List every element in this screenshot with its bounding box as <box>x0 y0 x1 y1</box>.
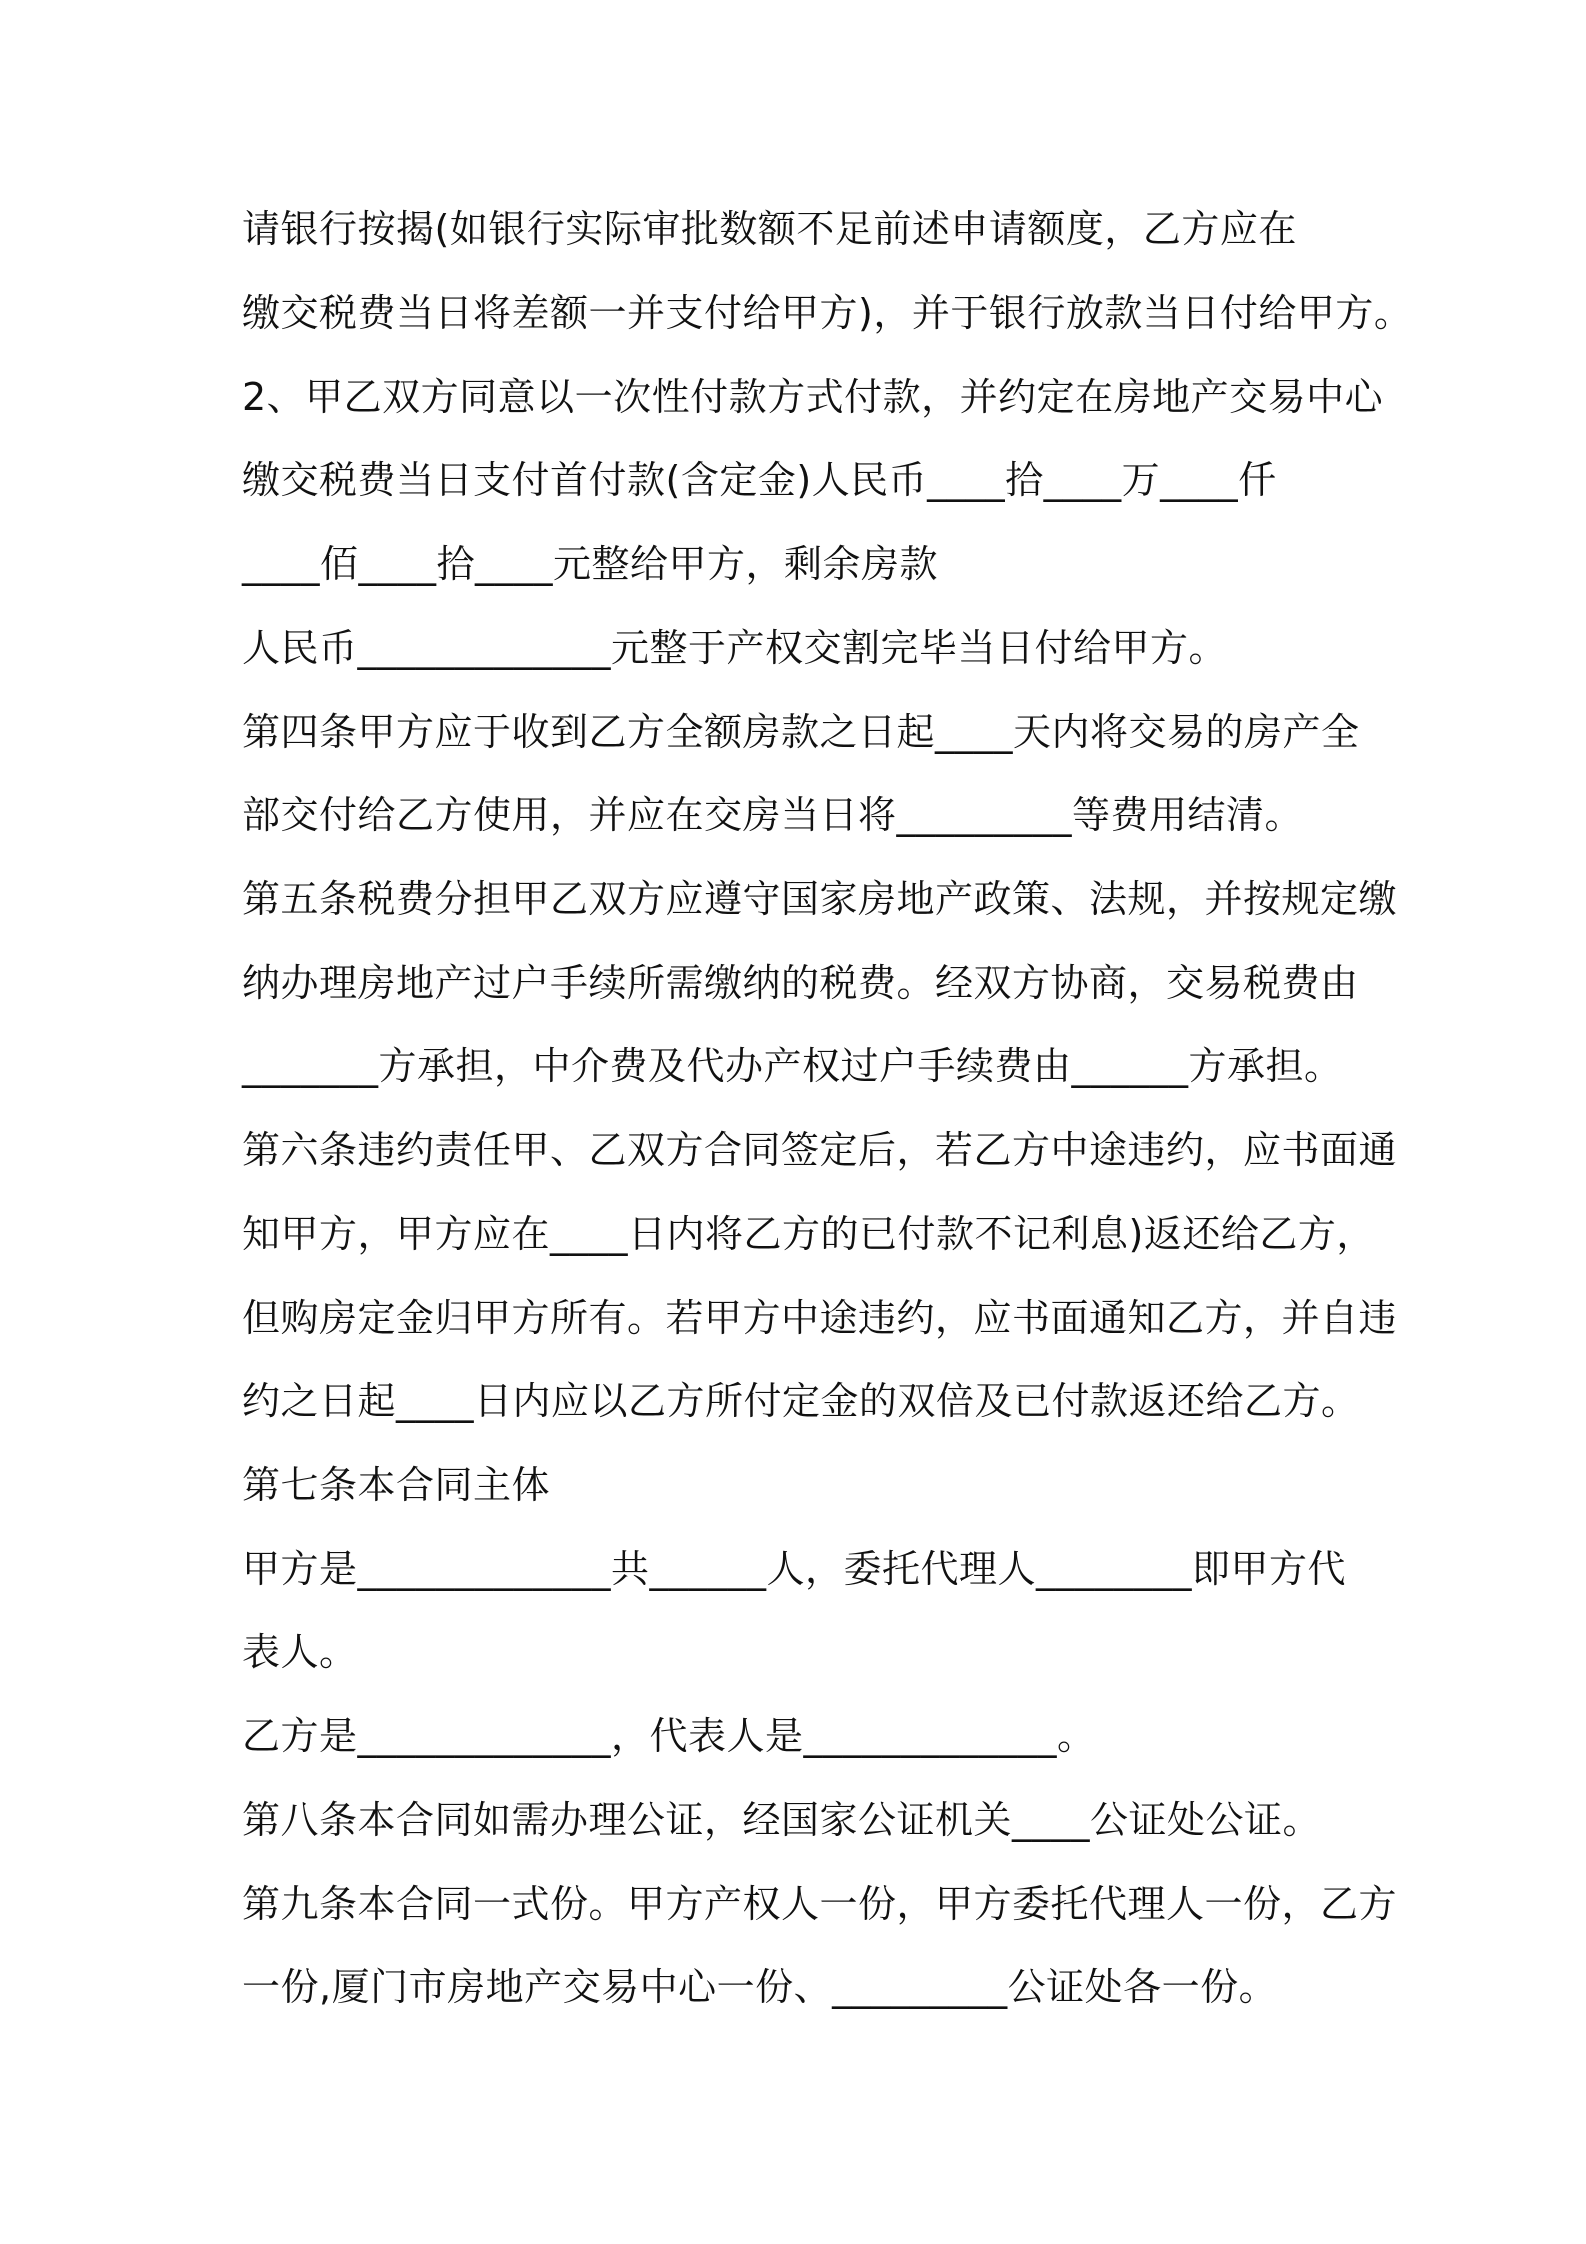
text-line: 表人。 <box>242 1630 358 1674</box>
article-heading: 第七条本合同主体 <box>242 1463 551 1507</box>
text-line: 第八条本合同如需办理公证，经国家公证机关____公证处公证。 <box>242 1798 1322 1842</box>
text-line: 约之日起____日内应以乙方所付定金的双倍及已付款返还给乙方。 <box>242 1379 1360 1423</box>
text-line: 请银行按揭(如银行实际审批数额不足前述申请额度，乙方应在 <box>242 207 1297 251</box>
text-line: 知甲方，甲方应在____日内将乙方的已付款不记利息)返还给乙方， <box>242 1212 1375 1256</box>
text-line: 一份,厦门市房地产交易中心一份、_________公证处各一份。 <box>242 1965 1278 2009</box>
text-line: _______方承担，中介费及代办产权过户手续费由______方承担。 <box>242 1044 1343 1088</box>
text-line: 乙方是_____________，代表人是_____________。 <box>242 1714 1096 1758</box>
text-line: 第六条违约责任甲、乙双方合同签定后，若乙方中途违约，应书面通 <box>242 1128 1398 1172</box>
text-line: 缴交税费当日支付首付款(含定金)人民币____拾____万____仟 <box>242 458 1277 502</box>
text-line: 人民币_____________元整于产权交割完毕当日付给甲方。 <box>242 626 1228 670</box>
text-line: ____佰____拾____元整给甲方，剩余房款 <box>242 542 939 586</box>
text-line: 但购房定金归甲方所有。若甲方中途违约，应书面通知乙方，并自违 <box>242 1296 1398 1340</box>
text-line: 甲方是_____________共______人，委托代理人________即甲方代 <box>242 1547 1347 1591</box>
text-line: 第四条甲方应于收到乙方全额房款之日起____天内将交易的房产全 <box>242 710 1360 754</box>
text-line: 2、甲乙双方同意以一次性付款方式付款，并约定在房地产交易中心 <box>242 375 1384 419</box>
text-line: 缴交税费当日将差额一并支付给甲方)，并于银行放款当日付给甲方。 <box>242 291 1413 335</box>
text-line: 第九条本合同一式份。甲方产权人一份，甲方委托代理人一份，乙方 <box>242 1882 1398 1926</box>
text-line: 第五条税费分担甲乙双方应遵守国家房地产政策、法规，并按规定缴 <box>242 877 1398 921</box>
text-line: 部交付给乙方使用，并应在交房当日将_________等费用结清。 <box>242 793 1304 837</box>
text-line: 纳办理房地产过户手续所需缴纳的税费。经双方协商，交易税费由 <box>242 961 1359 1005</box>
